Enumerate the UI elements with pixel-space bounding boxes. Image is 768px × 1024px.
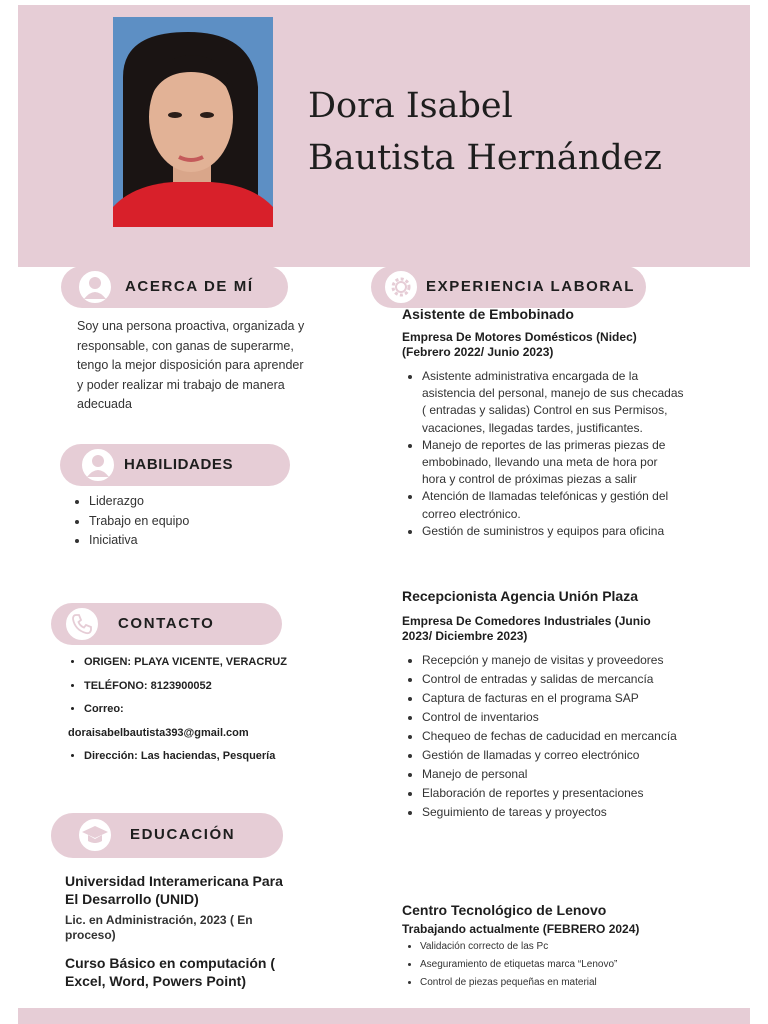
contact-origin: • ORIGEN: PLAYA VICENTE, VERACRUZ <box>84 651 344 675</box>
job-duty: • Recepción y manejo de visitas y proveedores <box>422 651 684 670</box>
about-text: Soy una persona proactiva, organizada y responsable, con ganas de superarme, tengo la mejor disposición para aprender y poder realizar mi trabajo de manera adecuada <box>77 319 305 411</box>
job-duty: • Seguimiento de tareas y proyectos <box>422 803 684 822</box>
skills-list <box>69 492 189 551</box>
skill-item: • Liderazgo <box>89 492 189 512</box>
name-line-1: Dora Isabel <box>308 86 513 126</box>
job-role: Recepcionista Agencia Unión Plaza <box>402 588 638 604</box>
contact-email-item <box>68 698 344 745</box>
gear-icon <box>383 269 419 305</box>
footer-bar <box>18 1008 750 1024</box>
job-duty: • Manejo de reportes de las primeras piezas de embobinado, llevando una meta de hora por hora y control de próximas piezas a salir <box>422 437 684 489</box>
contact-title: CONTACTO <box>118 615 215 632</box>
job-duty: • Atención de llamadas telefónicas y gestión del correo electrónico. <box>422 488 684 522</box>
about-title: ACERCA DE MÍ <box>125 278 254 295</box>
user-icon <box>80 447 116 483</box>
job-duty: • Aseguramiento de etiquetas marca “Lenovo” <box>420 956 690 974</box>
job-duty: • Gestión de suministros y equipos para oficina <box>422 523 684 540</box>
education-title: EDUCACIÓN <box>130 826 236 843</box>
job-duty: • Control de piezas pequeñas en material <box>420 974 690 992</box>
contact-section-header <box>51 603 282 645</box>
skills-title: HABILIDADES <box>124 456 234 473</box>
candidate-name <box>308 80 662 184</box>
experience-title: EXPERIENCIA LABORAL <box>426 278 636 295</box>
job-duty: • Asistente administrativa encargada de la asistencia del personal, manejo de sus checadas ( entradas y salidas) Control en sus Permisos, vacaciones, llegadas tardes, justificantes. <box>422 368 684 437</box>
skills-section-header <box>60 444 290 486</box>
job-duties-list <box>400 938 690 992</box>
contact-phone: • TELÉFONO: 8123900052 <box>84 675 344 699</box>
contact-email-label: Correo: <box>84 703 124 715</box>
job-company: Empresa De Comedores Industriales (Junio 2023/ Diciembre 2023) <box>402 614 651 643</box>
job-role: Centro Tecnológico de Lenovo <box>402 902 607 918</box>
job-company: Trabajando actualmente (FEBRERO 2024) <box>402 922 640 936</box>
education-section-header <box>51 813 283 858</box>
contact-list <box>64 651 344 769</box>
user-icon <box>77 269 113 305</box>
job-duty: • Control de entradas y salidas de mercancía <box>422 670 684 689</box>
job-duties-list <box>402 368 684 540</box>
education-degree: Lic. en Administración, 2023 ( En proceso) <box>65 913 253 942</box>
contact-email[interactable]: doraisabelbautista393@gmail.com <box>68 726 249 739</box>
profile-photo <box>113 17 273 227</box>
skill-item: • Trabajo en equipo <box>89 512 189 532</box>
education-school: Universidad Interamericana Para El Desarrollo (UNID) <box>65 873 283 907</box>
graduation-cap-icon <box>77 817 113 853</box>
name-line-2: Bautista Hernández <box>308 138 662 178</box>
phone-icon <box>64 606 100 642</box>
job-duty: • Validación correcto de las Pc <box>420 938 690 956</box>
job-duty: • Captura de facturas en el programa SAP <box>422 689 684 708</box>
job-duty: • Control de inventarios <box>422 708 684 727</box>
experience-section-header <box>371 266 646 308</box>
job-duty: • Gestión de llamadas y correo electrónico <box>422 746 684 765</box>
job-duty: • Chequeo de fechas de caducidad en mercancía <box>422 727 684 746</box>
job-role: Asistente de Embobinado <box>402 306 574 322</box>
about-section-header <box>61 266 288 308</box>
job-company: Empresa De Motores Domésticos (Nidec) (Febrero 2022/ Junio 2023) <box>402 330 637 359</box>
skill-item: • Iniciativa <box>89 531 189 551</box>
job-duties-list <box>402 651 684 822</box>
job-duty: • Manejo de personal <box>422 765 684 784</box>
job-duty: • Elaboración de reportes y presentaciones <box>422 784 684 803</box>
contact-address: • Dirección: Las haciendas, Pesquería <box>84 745 344 769</box>
education-course: Curso Básico en computación ( Excel, Word, Powers Point) <box>65 955 276 989</box>
